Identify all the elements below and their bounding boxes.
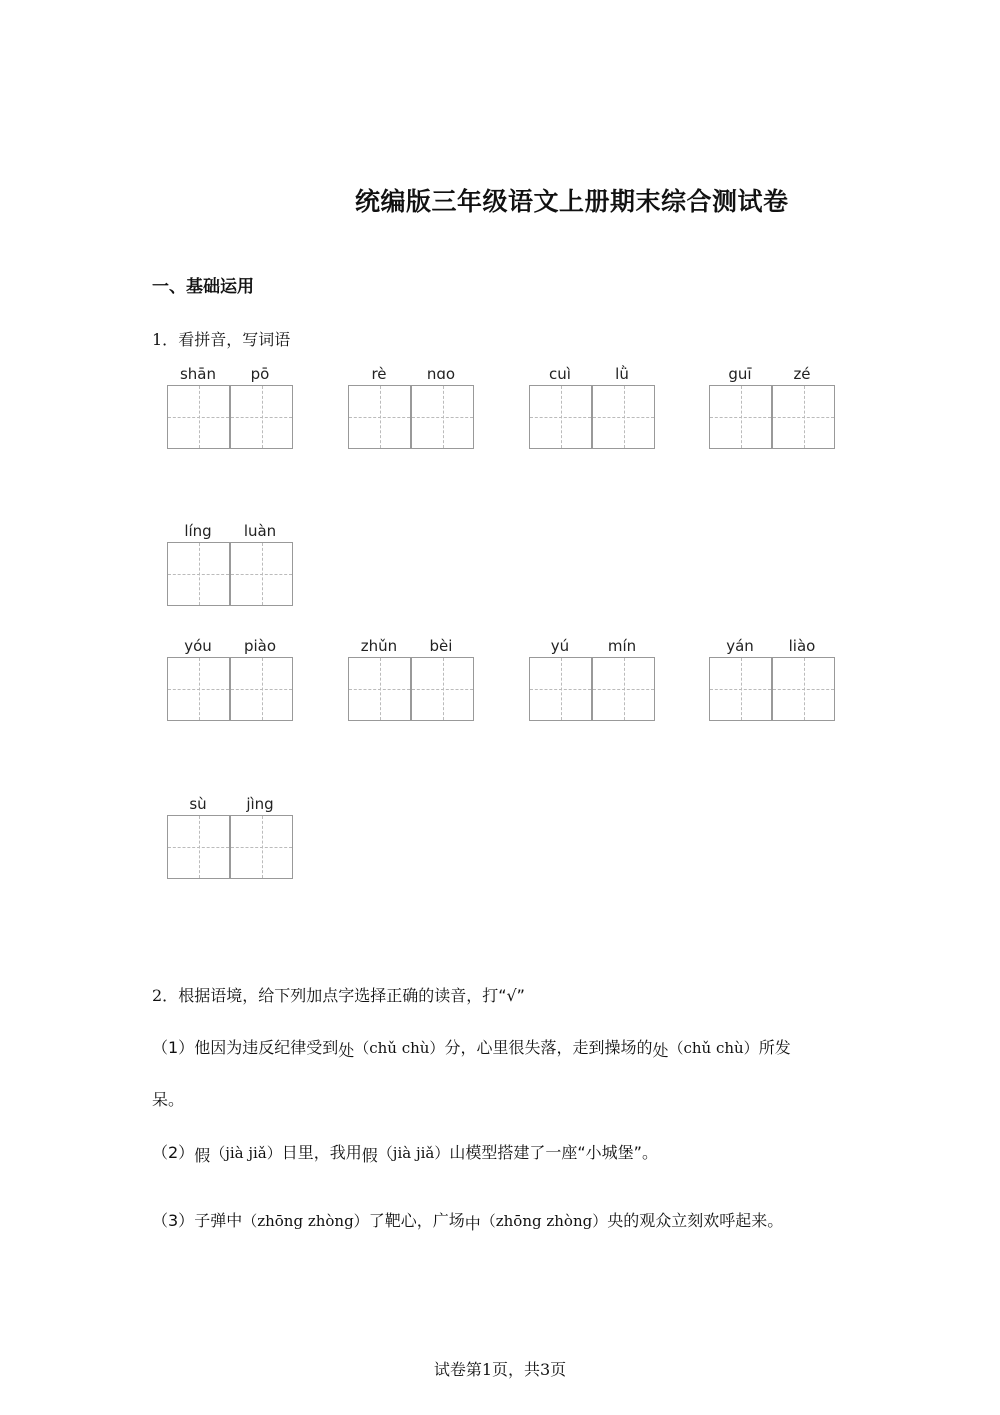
- pinyin-choice[interactable]: （jià jiǎ）: [210, 1144, 282, 1162]
- question-2-item-1: [152, 1035, 791, 1061]
- pinyin-word-box: [529, 365, 655, 451]
- question-2-item-2: [152, 1140, 658, 1166]
- pinyin-word-box: [709, 637, 835, 723]
- pinyin-label: yóu: [184, 637, 212, 655]
- dotted-character: 假: [361, 1146, 378, 1165]
- question-prompt: 根据语境，给下列加点字选择正确的读音，打“√”: [178, 986, 525, 1005]
- pinyin-label: líng: [184, 522, 212, 540]
- tianzige-cell[interactable]: [530, 658, 591, 720]
- pinyin-word-box: [348, 637, 474, 723]
- writing-grid[interactable]: [709, 657, 835, 721]
- tianzige-cell[interactable]: [349, 386, 410, 448]
- tianzige-cell[interactable]: [710, 386, 771, 448]
- pinyin-label: sù: [189, 795, 207, 813]
- question-prompt: 看拼音，写词语: [178, 330, 291, 349]
- question-number: 1．: [152, 330, 179, 349]
- tianzige-cell[interactable]: [591, 658, 654, 720]
- tianzige-cell[interactable]: [229, 386, 292, 448]
- pinyin-label: bèi: [429, 637, 453, 655]
- pinyin-label: piào: [243, 637, 277, 655]
- item-text: 所发: [758, 1038, 791, 1057]
- question-number: 2．: [152, 986, 179, 1005]
- item-text: 分，心里很失落，走到操场的: [444, 1038, 653, 1057]
- tianzige-cell[interactable]: [168, 543, 229, 605]
- item-label: （1）: [152, 1038, 195, 1057]
- writing-grid[interactable]: [167, 815, 293, 879]
- question-2-item-1-continued: [152, 1087, 184, 1110]
- item-text: 呆。: [152, 1090, 185, 1109]
- tianzige-cell[interactable]: [530, 386, 591, 448]
- pinyin-label: shān: [179, 365, 217, 383]
- pinyin-label: liào: [788, 637, 816, 655]
- page-footer: 试卷第1页，共3页: [433, 1360, 567, 1379]
- item-label: （3）: [152, 1211, 195, 1230]
- pinyin-choice[interactable]: （zhōng zhòng）: [480, 1212, 608, 1230]
- writing-grid[interactable]: [167, 542, 293, 606]
- pinyin-word-box: [709, 365, 835, 451]
- question-2-item-3: [152, 1208, 783, 1234]
- tianzige-cell[interactable]: [410, 658, 473, 720]
- pinyin-choice[interactable]: （chǔ chù）: [668, 1039, 759, 1057]
- writing-grid[interactable]: [529, 657, 655, 721]
- tianzige-cell[interactable]: [229, 816, 292, 878]
- tianzige-cell[interactable]: [168, 658, 229, 720]
- pinyin-label: jìng: [246, 795, 274, 813]
- pinyin-label: luàn: [243, 522, 277, 540]
- writing-grid[interactable]: [167, 385, 293, 449]
- tianzige-cell[interactable]: [168, 816, 229, 878]
- pinyin-word-box: [167, 522, 293, 608]
- pinyin-label: zé: [793, 365, 811, 383]
- question-1-heading: [152, 327, 290, 350]
- item-text: 了靶心，广场: [368, 1211, 465, 1230]
- writing-grid[interactable]: [167, 657, 293, 721]
- pinyin-choice[interactable]: （jià jiǎ）: [377, 1144, 450, 1162]
- pinyin-word-box: [167, 637, 293, 723]
- pinyin-word-box: [529, 637, 655, 723]
- item-text: 他因为违反纪律受到: [194, 1038, 339, 1057]
- pinyin-label: cuì: [549, 365, 571, 383]
- pinyin-label: lǜ: [615, 365, 629, 383]
- pinyin-label: rè: [371, 365, 387, 383]
- pinyin-label: zhǔn: [360, 637, 398, 655]
- dotted-character: 假: [194, 1146, 211, 1165]
- pinyin-word-box: [348, 365, 474, 451]
- pinyin-label: mín: [607, 637, 637, 655]
- section-heading: 一、基础运用: [152, 277, 254, 297]
- tianzige-cell[interactable]: [591, 386, 654, 448]
- item-label: （2）: [152, 1143, 195, 1162]
- tianzige-cell[interactable]: [771, 658, 834, 720]
- item-text: 央的观众立刻欢呼起来。: [607, 1211, 784, 1230]
- page-title: 统编版三年级语文上册期末综合测试卷: [355, 187, 789, 216]
- dotted-character: 中: [464, 1214, 481, 1233]
- tianzige-cell[interactable]: [410, 386, 473, 448]
- pinyin-label: yú: [550, 637, 570, 655]
- tianzige-cell[interactable]: [710, 658, 771, 720]
- tianzige-cell[interactable]: [229, 543, 292, 605]
- pinyin-label: guī: [728, 365, 752, 383]
- tianzige-cell[interactable]: [771, 386, 834, 448]
- writing-grid[interactable]: [709, 385, 835, 449]
- tianzige-cell[interactable]: [229, 658, 292, 720]
- pinyin-label: nɑo: [426, 365, 456, 383]
- pinyin-label: pō: [250, 365, 270, 383]
- pinyin-label: yán: [726, 637, 754, 655]
- pinyin-choice[interactable]: （chǔ chù）: [354, 1039, 445, 1057]
- pinyin-word-box: [167, 365, 293, 451]
- dotted-character: 处: [338, 1041, 355, 1060]
- pinyin-word-box: [167, 795, 293, 881]
- tianzige-cell[interactable]: [168, 386, 229, 448]
- writing-grid[interactable]: [529, 385, 655, 449]
- item-text: 日里，我用: [281, 1143, 362, 1162]
- pinyin-choice[interactable]: （zhōng zhòng）: [242, 1212, 369, 1230]
- item-text: 山模型搭建了一座“小城堡”。: [449, 1143, 658, 1162]
- writing-grid[interactable]: [348, 385, 474, 449]
- writing-grid[interactable]: [348, 657, 474, 721]
- item-text: 子弹中: [194, 1211, 243, 1230]
- tianzige-cell[interactable]: [349, 658, 410, 720]
- dotted-character: 处: [652, 1041, 669, 1060]
- question-2-heading: [152, 983, 525, 1006]
